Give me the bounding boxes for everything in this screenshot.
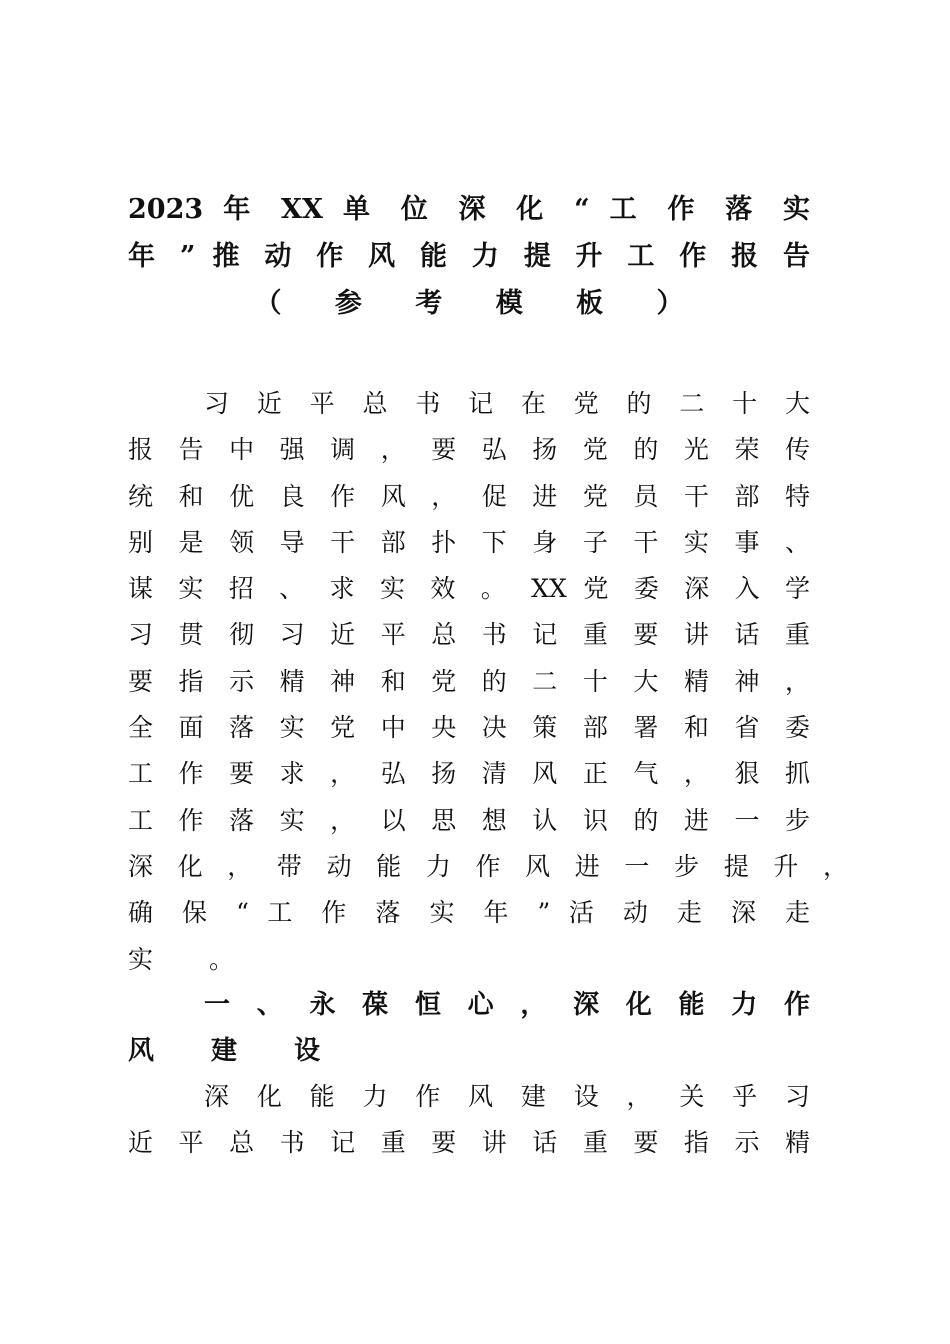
paragraph-2 [128, 1074, 810, 1167]
paragraph-1-line: 要 指 示 精 神 和 党 的 二 十 大 精 神 ， [128, 666, 810, 696]
document-title [128, 186, 810, 327]
paragraph-1-line: 全 面 落 实 党 中 央 决 策 部 署 和 省 委 [128, 713, 810, 743]
section-1-heading [128, 982, 810, 1075]
title-line-2: 年 ” 推 动 作 风 能 力 提 升 工 作 报 告 [128, 241, 810, 272]
paragraph-1-line: 习 近 平 总 书 记 在 党 的 二 十 大 [204, 389, 810, 418]
title-line-3: （ 参 考 模 板 ） [254, 288, 706, 319]
paragraph-2-line: 近 平 总 书 记 重 要 讲 话 重 要 指 示 精 [128, 1128, 810, 1158]
paragraph-1-line: 谋 实 招 、 求 实 效 。 XX 党 委 深 入 学 [128, 574, 810, 604]
paragraph-1-line: 工 作 落 实 ， 以 思 想 认 识 的 进 一 步 [128, 805, 810, 835]
paragraph-1-line: 实 。 [128, 944, 258, 974]
paragraph-1-line: 工 作 要 求 ， 弘 扬 清 风 正 气 ， 狠 抓 [128, 759, 810, 789]
paragraph-1-line: 确 保 “ 工 作 落 实 年 ” 活 动 走 深 走 [128, 898, 810, 928]
section-1-heading-line: 风 建 设 [128, 1036, 345, 1067]
section-1-heading-line: 一 、 永 葆 恒 心 ， 深 化 能 力 作 [204, 990, 810, 1020]
paragraph-1-line: 报 告 中 强 调 ， 要 弘 扬 党 的 光 荣 传 [128, 435, 810, 465]
paragraph-1-line: 深 化 ， 带 动 能 力 作 风 进 一 步 提 升 ， [128, 851, 848, 881]
paragraph-1-line: 别 是 领 导 干 部 扑 下 身 子 干 实 事 、 [128, 527, 810, 557]
paragraph-1-line: 统 和 优 良 作 风 ， 促 进 党 员 干 部 特 [128, 481, 810, 511]
paragraph-2-line: 深 化 能 力 作 风 建 设 ， 关 乎 习 [204, 1082, 810, 1111]
paragraph-1-line: 习 贯 彻 习 近 平 总 书 记 重 要 讲 话 重 [128, 620, 810, 650]
paragraph-1 [128, 381, 848, 983]
title-line-1: 2023 年 XX 单 位 深 化 “ 工 作 落 实 [128, 194, 810, 225]
